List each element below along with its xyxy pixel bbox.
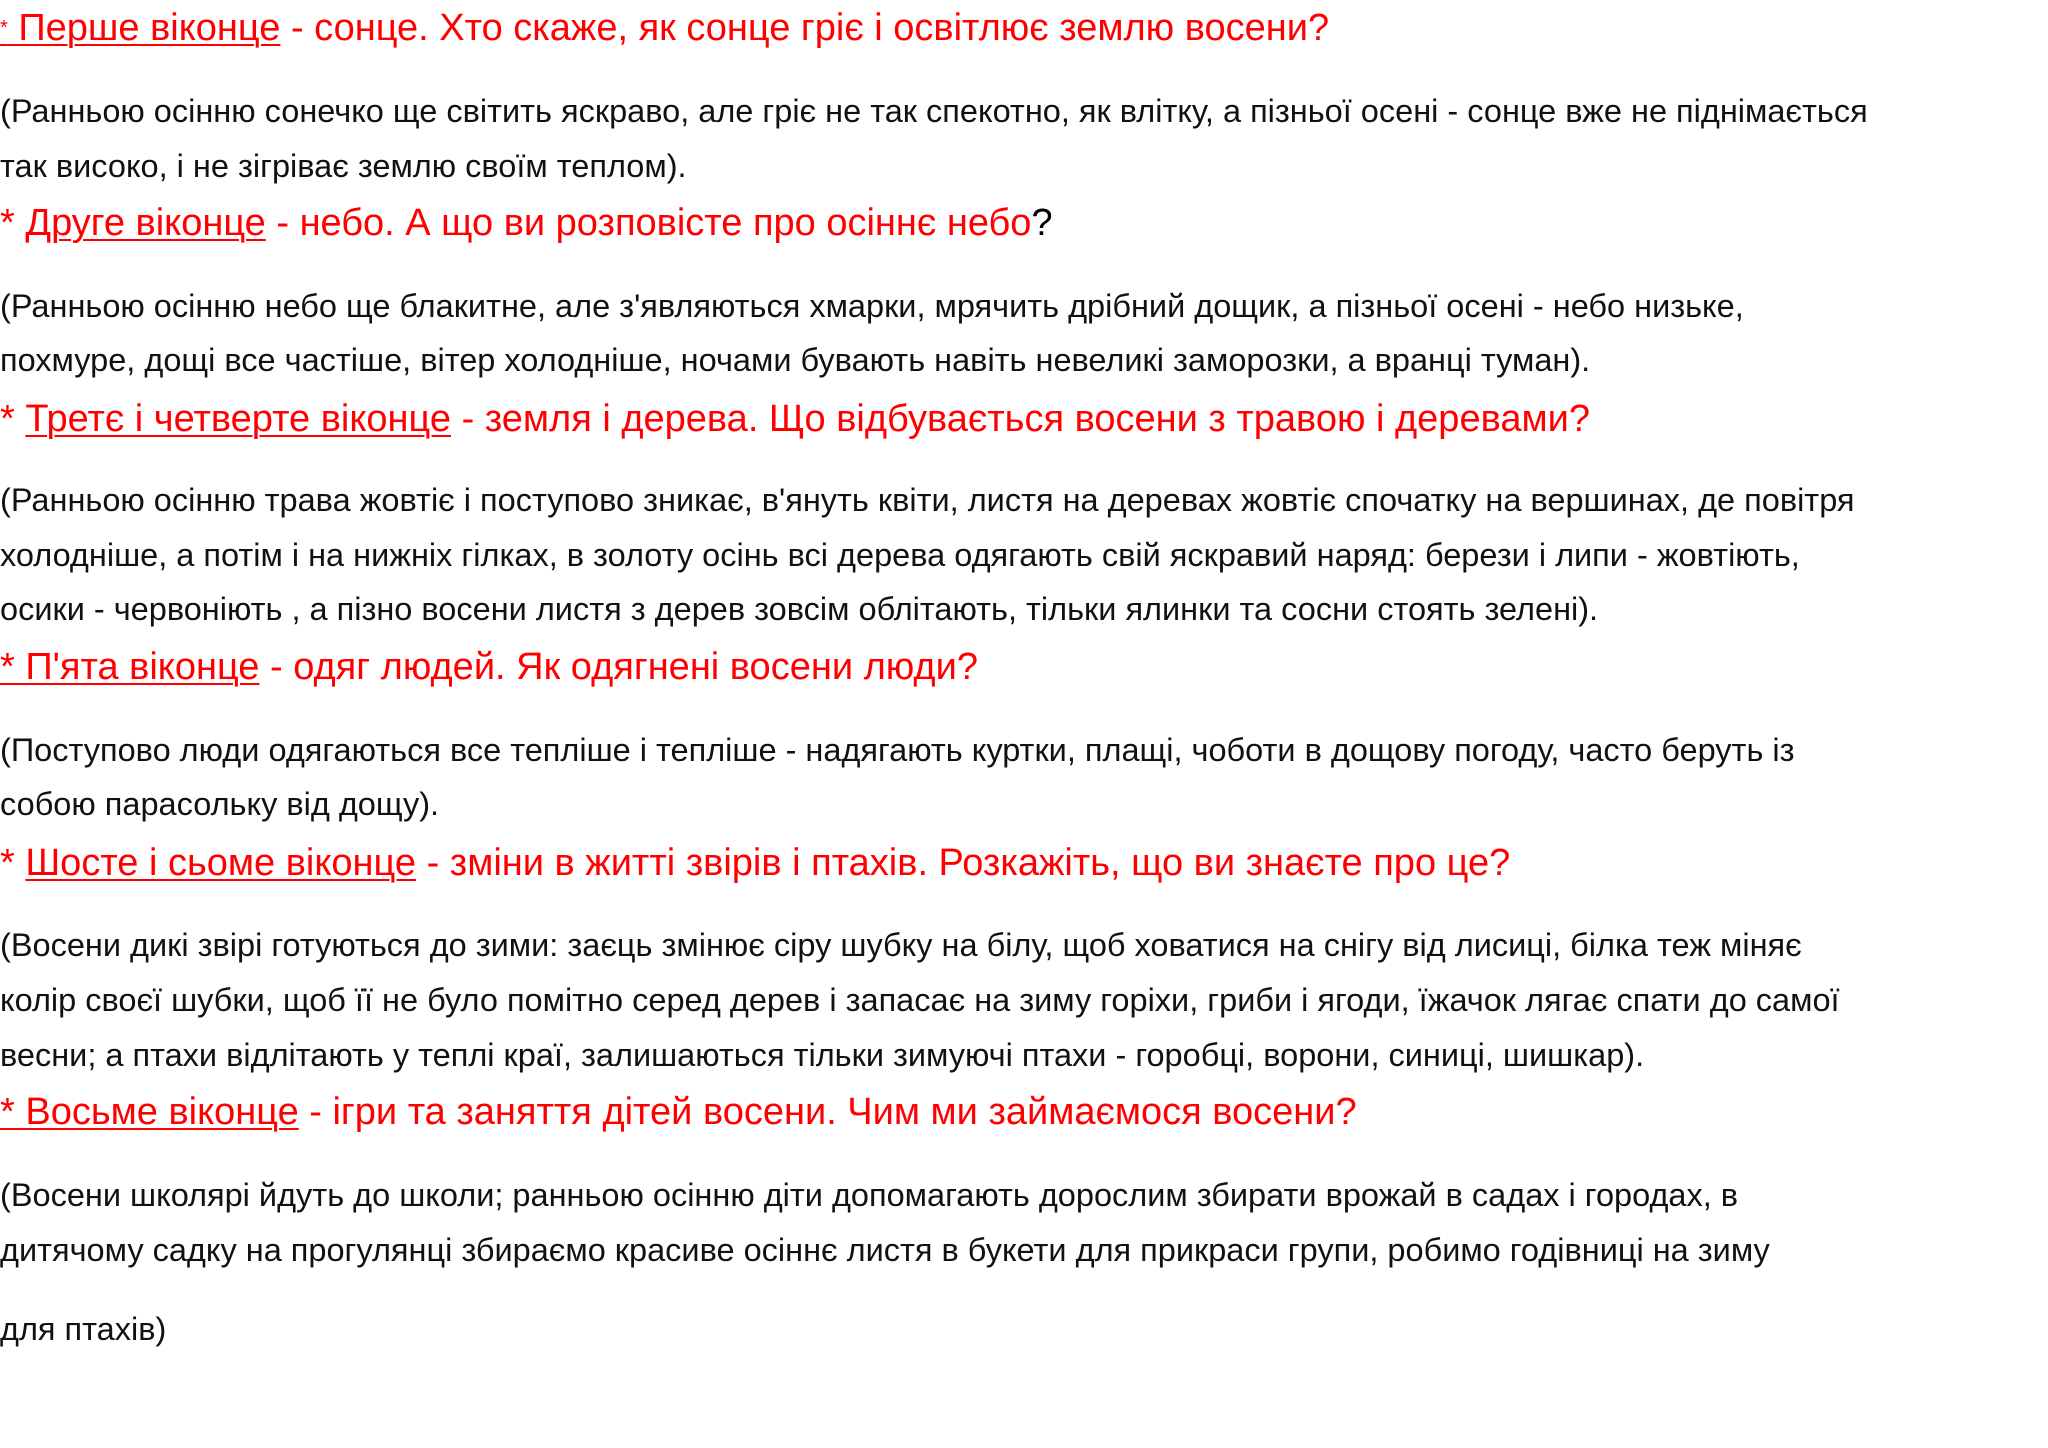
heading-link[interactable]: * П'ята віконце	[0, 646, 260, 688]
answer-line: дитячому садку на прогулянці збираємо красиве осіннє листя в букети для прикраси групи, робимо годівниці на зиму	[0, 1232, 1770, 1268]
heading-question-mark: ?	[1031, 202, 1053, 244]
heading-text: - небо. А що ви розповісте про осіннє небо	[265, 202, 1032, 244]
answer-line: весни; а птахи відлітають у теплі краї, залишаються тільки зимуючі птахи - горобці, ворони, синиці, шишкар).	[0, 1037, 1645, 1073]
heading-text: - зміни в житті звірів і птахів. Розкажіть, що ви знаєте про це?	[416, 842, 1511, 884]
answer-line: собою парасольку від дощу).	[0, 786, 440, 822]
heading-link[interactable]: * Восьме віконце	[0, 1091, 299, 1133]
bullet-star: *	[0, 842, 26, 884]
heading-text: - ігри та заняття дітей восени. Чим ми займаємося восени?	[298, 1091, 1357, 1133]
answer-line: (Восени дикі звірі готуються до зими: заєць змінює сіру шубку на білу, щоб ховатися на снігу від лисиці, білка теж міняє	[0, 927, 1802, 963]
heading-window-6-7	[0, 841, 1510, 885]
heading-link[interactable]: Третє і четверте віконце	[25, 398, 452, 440]
bullet-star: *	[0, 17, 8, 39]
heading-text: - сонце. Хто скаже, як сонце гріє і освітлює землю восени?	[280, 7, 1330, 49]
bullet-star: *	[0, 202, 26, 244]
heading-window-3-4	[0, 397, 1590, 441]
heading-link[interactable]: * Перше віконце	[0, 7, 281, 49]
bullet-star: *	[0, 398, 26, 440]
answer-line: для птахів)	[0, 1311, 167, 1347]
answer-line: колір своєї шубки, щоб її не було помітно серед дерев і запасає на зиму горіхи, гриби і ягоди, їжачок лягає спати до самої	[0, 982, 1840, 1018]
answer-line: (Ранньою осінню небо ще блакитне, але з'являються хмарки, мрячить дрібний дощик, а пізньої осені - небо низьке,	[0, 288, 1744, 324]
heading-window-2	[0, 201, 1053, 245]
answer-line: похмуре, дощі все частіше, вітер холодніше, ночами бувають навіть невеликі заморозки, а вранці туман).	[0, 342, 1591, 378]
heading-link[interactable]: Шосте і сьоме віконце	[25, 842, 417, 884]
answer-line: так високо, і не зігріває землю своїм теплом).	[0, 148, 687, 184]
answer-line: (Поступово люди одягаються все тепліше і тепліше - надягають куртки, плащі, чоботи в дощову погоду, часто беруть із	[0, 732, 1795, 768]
answer-line: осики - червоніють , а пізно восени листя з дерев зовсім облітають, тільки ялинки та сосни стоять зелені).	[0, 591, 1599, 627]
answer-line: (Ранньою осінню сонечко ще світить яскраво, але гріє не так спекотно, як влітку, а пізньої осені - сонце вже не піднімається	[0, 93, 1868, 129]
heading-link[interactable]: Друге віконце	[25, 202, 266, 244]
answer-line: (Ранньою осінню трава жовтіє і поступово зникає, в'януть квіти, листя на деревах жовтіє спочатку на вершинах, де повітря	[0, 482, 1855, 518]
answer-line: (Восени школярі йдуть до школи; ранньою осінню діти допомагають дорослим збирати врожай в садах і городах, в	[0, 1177, 1739, 1213]
heading-text: - одяг людей. Як одягнені восени люди?	[259, 646, 978, 688]
answer-line: холодніше, а потім і на нижніх гілках, в золоту осінь всі дерева одягають свій яскравий наряд: берези і липи - жовтіють,	[0, 537, 1800, 573]
heading-window-5	[0, 645, 978, 689]
heading-window-8	[0, 1090, 1357, 1134]
heading-window-1	[0, 6, 1329, 50]
heading-text: - земля і дерева. Що відбувається восени з травою і деревами?	[451, 398, 1590, 440]
